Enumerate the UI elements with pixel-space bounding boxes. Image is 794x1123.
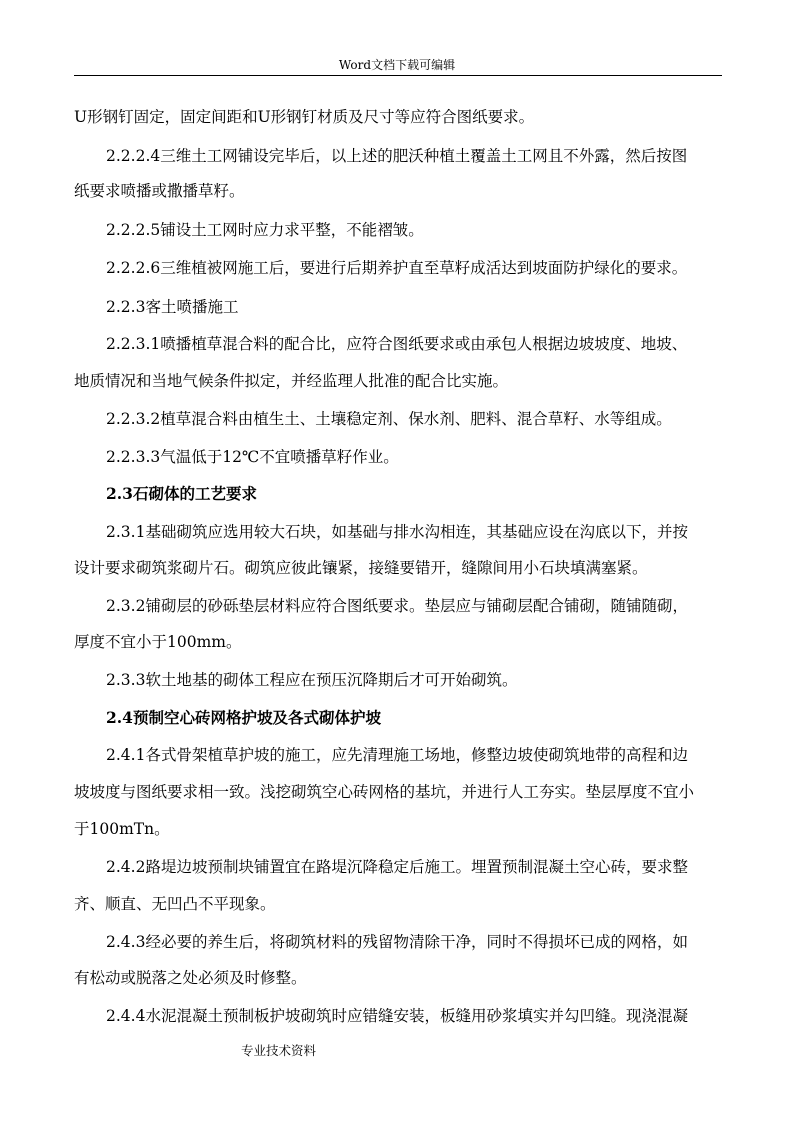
paragraph-line: 纸要求喷播或撒播草籽。 xyxy=(74,182,245,200)
section-heading: 2.4预制空心砖网格护坡及各式砌体护坡 xyxy=(106,708,381,727)
paragraph-line: 设计要求砌筑浆砌片石。砌筑应彼此镶紧，接缝要错开，缝隙间用小石块填满塞紧。 xyxy=(74,559,648,577)
paragraph-line: 2.2.2.4三维土工网铺设完毕后，以上述的肥沃种植土覆盖土工网且不外露，然后按图 xyxy=(106,147,688,165)
header-divider xyxy=(74,75,722,76)
paragraph-line: U形钢钉固定，固定间距和U形钢钉材质及尺寸等应符合图纸要求。 xyxy=(74,108,535,126)
paragraph-line: 2.2.3.2植草混合料由植生土、土壤稳定剂、保水剂、肥料、混合草籽、水等组成。 xyxy=(106,410,672,428)
section-heading: 2.2.3客土喷播施工 xyxy=(106,298,239,316)
paragraph-line: 2.3.1基础砌筑应选用较大石块，如基础与排水沟相连，其基础应设在沟底以下，并按 xyxy=(106,523,688,541)
paragraph-line: 2.4.2路堤边坡预制块铺置宜在路堤沉降稳定后施工。埋置预制混凝土空心砖，要求整 xyxy=(106,858,688,876)
paragraph-line: 2.4.4水泥混凝土预制板护坡砌筑时应错缝安装，板缝用砂浆填实并勾凹缝。现浇混凝 xyxy=(106,1007,688,1025)
paragraph-line: 2.2.3.1喷播植草混合料的配合比，应符合图纸要求或由承包人根据边坡坡度、地坡、 xyxy=(106,335,688,353)
paragraph-line: 地质情况和当地气候条件拟定，并经监理人批准的配合比实施。 xyxy=(74,372,509,390)
paragraph-line: 2.3.2铺砌层的砂砾垫层材料应符合图纸要求。垫层应与铺砌层配合铺砌，随铺随砌， xyxy=(106,597,688,615)
paragraph-line: 2.4.1各式骨架植草护坡的施工，应先清理施工场地，修整边坡使砌筑地带的高程和边 xyxy=(106,746,688,764)
paragraph-line: 2.2.2.6三维植被网施工后，要进行后期养护直至草籽成活达到坡面防护绿化的要求。 xyxy=(106,259,688,277)
paragraph-line: 齐、顺直、无凹凸不平现象。 xyxy=(74,895,276,913)
paragraph-line: 于100mTn。 xyxy=(74,820,170,838)
paragraph-line: 厚度不宜小于100mm。 xyxy=(74,633,242,651)
paragraph-line: 2.4.3经必要的养生后，将砌筑材料的残留物清除干净，同时不得损坏已成的网格，如 xyxy=(106,933,688,951)
page-header: Word文档下载可编辑 xyxy=(338,58,456,72)
paragraph-line: 有松动或脱落之处必须及时修整。 xyxy=(74,969,307,987)
paragraph-line: 2.3.3软土地基的砌体工程应在预压沉降期后才可开始砌筑。 xyxy=(106,671,518,689)
page-footer: 专业技术资料 xyxy=(241,1043,317,1058)
paragraph-line: 2.2.3.3气温低于12℃不宜喷播草籽作业。 xyxy=(106,448,399,466)
section-heading: 2.3石砌体的工艺要求 xyxy=(106,484,257,503)
paragraph-line: 坡坡度与图纸要求相一致。浅挖砌筑空心砖网格的基坑，并进行人工夯实。垫层厚度不宜小 xyxy=(74,783,695,801)
paragraph-line: 2.2.2.5铺设土工网时应力求平整，不能褶皱。 xyxy=(106,221,424,239)
